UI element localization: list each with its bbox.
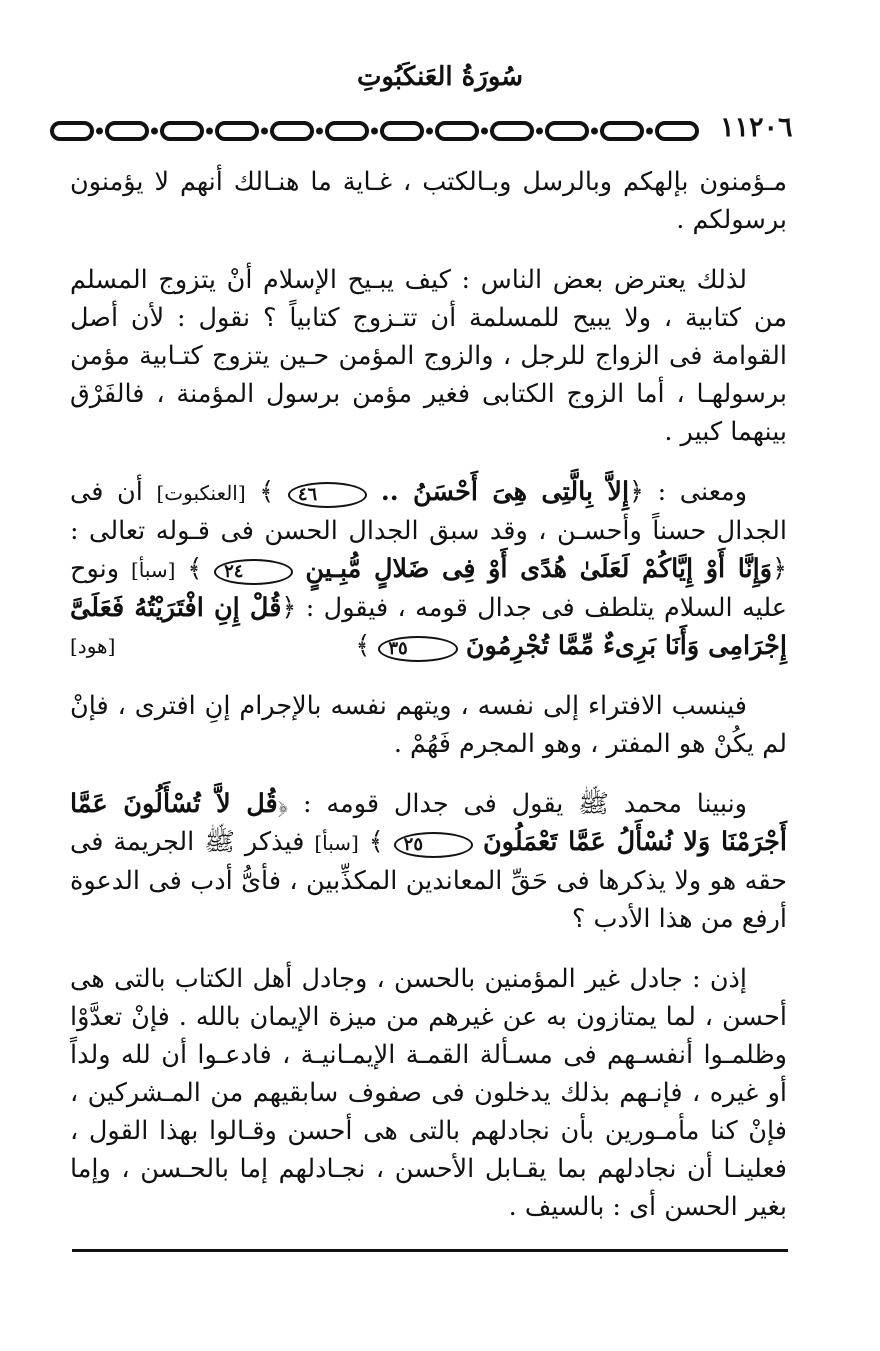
ornament-link — [217, 123, 257, 139]
ornament-dot — [591, 128, 598, 135]
quran-verse: قُلْ إِنِ افْتَرَيْتُهُ فَعَلَىَّ إِجْرَامِى وَأَنَا بَرِىءٌ مِّمَّا تُجْرِمُونَ — [70, 593, 787, 661]
text-segment: أن فى الجدال حسناً وأحسـن ، وقد سبق الجدال الحسن فى قـوله تعالى : ﴿ — [70, 477, 788, 584]
quran-verse: وَإِنَّا أَوْ إِيَّاكُمْ لَعَلَىٰ هُدًى أَوْ فِى ضَلالٍ مُّبِـينٍ — [305, 554, 773, 584]
ornament-dot — [536, 128, 543, 135]
ornament-link — [492, 123, 532, 139]
ornament-dot — [151, 128, 158, 135]
text-segment: ونبينا محمد ﷺ يقول فى جدال قومه : ﴿ — [277, 789, 747, 819]
ayah-number: ٣٥ — [378, 636, 457, 662]
ornament-dot — [371, 128, 378, 135]
ornament-link — [107, 123, 147, 139]
ayah-number: ٢٥ — [394, 832, 473, 858]
ornament-link — [327, 123, 367, 139]
surah-reference: [العنكبوت] — [156, 481, 246, 505]
paragraph-4 — [70, 687, 787, 763]
paragraph-1 — [70, 163, 787, 239]
paragraph-6 — [70, 960, 787, 1226]
ayah-number: ٤٦ — [288, 482, 367, 508]
page-number: ١١٢٠٦ — [720, 112, 793, 143]
paragraph-text: إذن : جادل غير المؤمنين بالحسن ، وجادل أهل الكتاب بالتى هى أحسن ، لما يمتازون به عن غيرهم من ميزة الإيمان بالله . فإنْ تعدَّوْا وظلمـوا أنفسـهم فى مسـألة القمـة الإيمـانيـة ، فادعـوا أن لله ولداً أو غيره ، فإنـهم بذلك يدخلون فى صفوف سابقيهم من المـشركين ، فإنْ كنا مأمـورين بأن نجادلهم بالتى هى أحسن وقـالوا بهذا القول ، فعلينـا أن نجادلهم بما يقـابل الأحسن ، نجـادلهم إما بالحـسن ، وإما بغير الحسن أى : بالسيف . — [70, 964, 787, 1222]
ornament-dot — [261, 128, 268, 135]
quran-verse: إِلاَّ بِالَّتِى هِىَ أَحْسَنُ .. — [380, 477, 630, 507]
quran-verse: قُل لاَّ تُسْأَلُونَ عَمَّا أَجْرَمْنَا وَلا نُسْأَلُ عَمَّا تَعْمَلُونَ — [70, 789, 788, 857]
ornament-dot — [426, 128, 433, 135]
page-content — [70, 163, 787, 1248]
decorative-border — [48, 118, 718, 144]
paragraph-text: لذلك يعترض بعض الناس : كيف يبـيح الإسلام أنْ يتزوج المسلم من كتابية ، ولا يبيح للمسلمة أن تتـزوج كتابياً ؟ نقول : لأن أصل القوامة فى الزواج للرجل ، والزوج المؤمن حـين يتزوج كتـابية مؤمن برسولهـا ، أما الزوج الكتابى فغير مؤمن برسول المؤمنة ، فالفَرْق بينهما كبير . — [70, 265, 787, 447]
surah-reference: [سبأ] — [130, 558, 176, 582]
footer-divider — [72, 1249, 788, 1252]
paragraph-text: مـؤمنون بإلهكم وبالرسل وبـالكتب ، غـاية ما هنـالك أنهم لا يؤمنون برسولكم . — [70, 167, 787, 235]
surah-reference: [هود] — [70, 634, 116, 658]
ornament-link — [382, 123, 422, 139]
ornament-link — [547, 123, 587, 139]
ornament-link — [162, 123, 202, 139]
ornament-dot — [316, 128, 323, 135]
ornament-link — [602, 123, 642, 139]
text-segment: ومعنى : ﴿ — [629, 477, 748, 507]
surah-reference: [سبأ] — [314, 831, 359, 855]
ornament-dot — [206, 128, 213, 135]
ornament-dot — [481, 128, 488, 135]
ornament-link — [272, 123, 312, 139]
paragraph-5: ونبينا محمد ﷺ يقول فى جدال قومه : ﴿قُل لاَّ تُسْأَلُونَ عَمَّا أَجْرَمْنَا وَلا نُسْأَلُ عَمَّا تَعْمَلُونَ ٢٥ ﴾ [سبأ] فيذكر ﷺ الجريمة فى حقه هو ولا يذكرها فى حَقِّ المعاندين المكذِّبين ، فأىُّ أدب فى الدعوة أرفع من هذا الأدب ؟ — [70, 789, 788, 934]
text-segment: فيذكر ﷺ الجريمة فى حقه هو ولا يذكرها فى حَقِّ المعاندين المكذِّبين ، فأىُّ أدب فى الدعوة أرفع من هذا الأدب ؟ — [70, 827, 787, 934]
ornament-link — [657, 123, 697, 139]
ornament-link — [52, 123, 92, 139]
paragraph-text: فينسب الافتراء إلى نفسه ، ويتهم نفسه بالإجرام إنِ افترى ، فإنْ لم يكُنْ هو المفتر ، وهو المجرم فَهُمْ . — [70, 691, 787, 759]
paragraph-2 — [70, 261, 787, 451]
ornament-link — [437, 123, 477, 139]
ornament-dot — [646, 128, 653, 135]
paragraph-3: ومعنى : ﴿إِلاَّ بِالَّتِى هِىَ أَحْسَنُ .. ٤٦ ﴾ [العنكبوت] أن فى الجدال حسناً وأحسـن ، وقد سبق الجدال الحسن فى قـوله تعالى : ﴿وَإِنَّا أَوْ إِيَّاكُمْ لَعَلَىٰ هُدًى أَوْ فِى ضَلالٍ مُّبِـينٍ ٢٤ ﴾ [سبأ] ونوح عليه السلام يتلطف فى جدال قومه ، فيقول : ﴿قُلْ إِنِ افْتَرَيْتُهُ فَعَلَىَّ إِجْرَامِى وَأَنَا بَرِىءٌ مِّمَّا تُجْرِمُونَ ٣٥ ﴾ [هود] — [70, 473, 787, 665]
text-segment: ونوح عليه السلام يتلطف فى جدال قومه ، فيقول : ﴿ — [70, 554, 787, 623]
surah-title: سُورَةُ العَنكَبُوتِ — [356, 62, 524, 92]
ornament-dot — [96, 128, 103, 135]
ayah-number: ٢٤ — [214, 559, 293, 585]
